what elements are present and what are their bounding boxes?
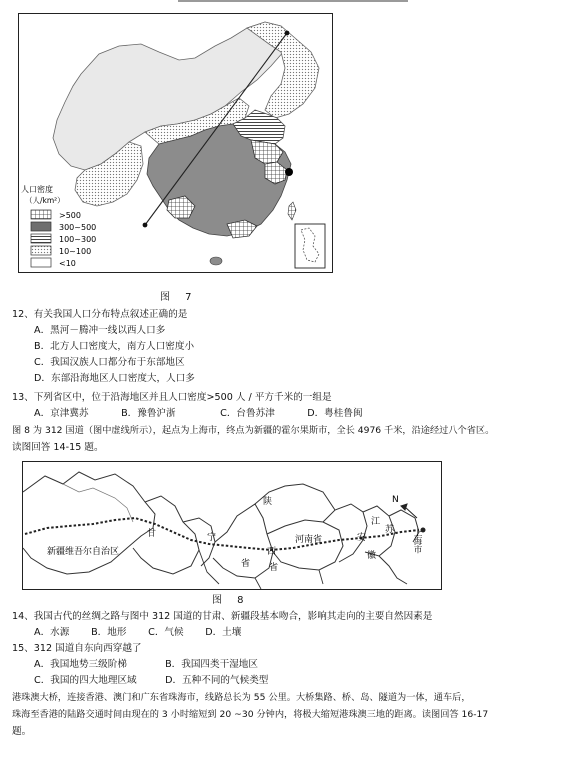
q15-option-b: B．我国四类干湿地区 — [165, 659, 258, 670]
label-an: 安 — [357, 533, 367, 543]
heihe-point — [285, 31, 290, 36]
label-henan: 河南省 — [295, 535, 323, 545]
label-xi: 西 — [267, 547, 277, 557]
intro16-line2: 珠海至香港的陆路交通时间由现在的 3 小时缩短到 20 ~30 分钟内，将极大缩短港珠澳三地的距离。读图回答 16-17 — [12, 709, 489, 720]
q15-options-row2 — [34, 675, 268, 687]
q13-options — [34, 408, 363, 420]
tengchong-point — [143, 223, 148, 228]
legend-label-10: <10 — [59, 259, 76, 268]
intro8-line2: 读图回答 14-15 题。 — [12, 442, 104, 453]
intro16-line1: 港珠澳大桥，连接香港、澳门和广东省珠海市，线路总长为 55 公里。大桥集路、桥、岛、隧道为一体，通车后， — [12, 692, 471, 703]
label-su: 苏 — [385, 525, 395, 535]
legend-label-300-500: 300~500 — [59, 223, 97, 232]
q15-options-row1 — [34, 659, 258, 671]
q14-option-a: A．水源 — [34, 627, 70, 638]
q13-option-a: A．京津冀苏 — [34, 408, 89, 419]
q14-options — [34, 627, 241, 639]
legend-unit: （人/km²） — [25, 196, 65, 205]
q15-option-d: D．五种不同的气候类型 — [165, 675, 269, 686]
q12-option-c: C．我国汉族人口都分布于东部地区 — [34, 357, 185, 368]
q14-stem: 14、我国古代的丝绸之路与图中 312 国道的甘肃、新疆段基本吻合，影响其走向的主要自然因素是 — [12, 611, 433, 622]
q12-option-d: D．东部沿海地区人口密度大，人口多 — [34, 373, 195, 384]
legend-swatch-10-100 — [31, 246, 51, 255]
q12-option-b: B．北方人口密度大，南方人口密度小 — [34, 341, 195, 352]
legend-label-10-100: 10~100 — [59, 247, 92, 256]
q14-option-b: B．地形 — [91, 627, 127, 638]
q13-option-b: B．豫鲁沪浙 — [121, 408, 176, 419]
q13-option-c: C．台鲁苏津 — [220, 408, 275, 419]
label-jiang: 江 — [371, 517, 381, 527]
intro16-line3: 题。 — [12, 726, 32, 737]
legend-label-100-300: 100~300 — [59, 235, 97, 244]
legend-swatch-300-500 — [31, 222, 51, 231]
south-china-sea-inset — [295, 224, 325, 268]
china-population-density-map — [18, 13, 333, 273]
label-gan: 甘 — [147, 529, 157, 539]
legend-swatch-100-300 — [31, 234, 51, 243]
intro8-line1: 图 8 为 312 国道（图中虚线所示），起点为上海市，终点为新疆的霍尔果斯市，全长 4976 千米，沿途经过八个省区。 — [12, 425, 495, 436]
hainan-island — [210, 257, 222, 265]
legend-swatch-500 — [31, 210, 51, 219]
label-sheng-gansu: 省 — [241, 559, 251, 569]
q13-option-d: D．粤桂鲁闽 — [307, 408, 363, 419]
legend-label-500: >500 — [59, 211, 81, 220]
q12-stem: 12、有关我国人口分布特点叙述正确的是 — [12, 309, 188, 320]
route-312-map — [22, 461, 442, 590]
legend-swatch-10 — [31, 258, 51, 267]
figure8-caption: 图 8 — [212, 595, 250, 606]
q15-option-c: C．我国的四大地理区域 — [34, 675, 137, 686]
label-ning: 宁 — [207, 533, 217, 543]
q14-option-d: D．土壤 — [205, 627, 242, 638]
q12-option-a: A．黑河－腾冲一线以西人口多 — [34, 325, 166, 336]
label-hui: 徽 — [367, 551, 377, 561]
q13-stem: 13、下列省区中，位于沿海地区并且人口密度>500 人 / 平方千米的一组是 — [12, 392, 332, 403]
q14-option-c: C．气候 — [148, 627, 184, 638]
legend-title: 人口密度 — [21, 185, 53, 194]
q15-option-a: A．我国地势三级阶梯 — [34, 659, 127, 670]
label-shaan: 陕 — [263, 497, 273, 507]
label-xinjiang: 新疆维吾尔自治区 — [47, 547, 120, 557]
label-shanghai: 上海市 — [412, 528, 422, 554]
figure7-caption: 图 7 — [160, 292, 198, 303]
top-rule — [178, 0, 408, 2]
q15-stem: 15、312 国道自东向西穿越了 — [12, 643, 142, 654]
shanghai-point — [285, 168, 293, 176]
north-label: N — [392, 495, 399, 505]
label-sheng-shaanxi: 省 — [269, 563, 279, 573]
taiwan-island — [288, 202, 296, 220]
